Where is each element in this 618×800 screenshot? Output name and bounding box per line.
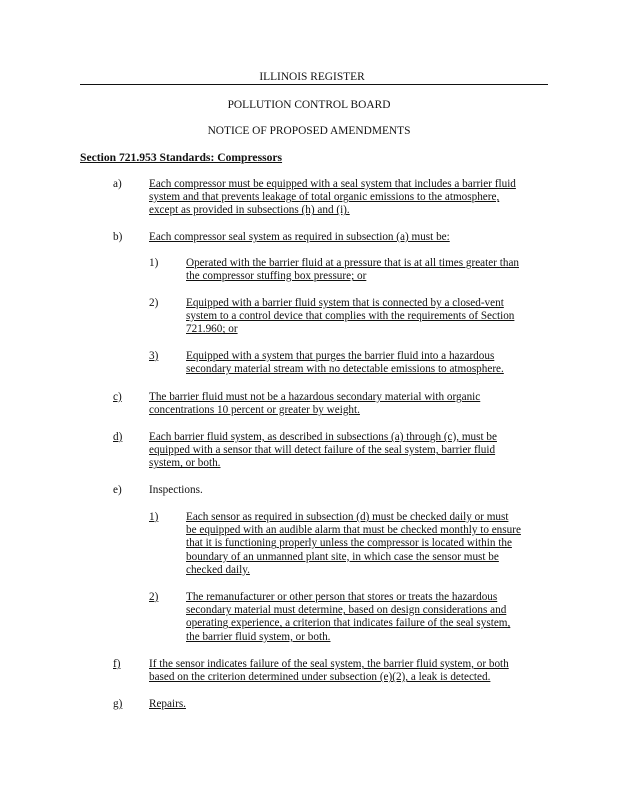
item-b2-text — [186, 297, 548, 337]
item-d-label: d) — [113, 431, 123, 443]
item-e1-label: 1) — [149, 511, 159, 523]
item-b2-line-2: system to a control device that complies with the requirements of Section — [186, 310, 515, 323]
item-c-text — [149, 391, 549, 417]
item-a-text — [149, 178, 549, 218]
item-b3-line-1: Equipped with a system that purges the barrier fluid into a hazardous — [186, 350, 495, 362]
item-b-text — [149, 231, 549, 244]
item-g-line-1: Repairs. — [149, 698, 186, 710]
item-f-line-2: based on the criterion determined under subsection (e)(2), a leak is detected. — [149, 671, 491, 684]
item-c-label: c) — [113, 391, 122, 403]
item-a-line-2: system and that prevents leakage of total organic emissions to the atmosphere, — [149, 191, 500, 204]
item-b-line-1: Each compressor seal system as required in subsection (a) must be: — [149, 231, 450, 243]
item-b1-line-2: the compressor stuffing box pressure; or — [186, 270, 367, 283]
item-e2-line-4: the barrier fluid system, or both. — [186, 630, 331, 643]
item-b1-text — [186, 257, 548, 283]
board-heading: POLLUTION CONTROL BOARD — [227, 99, 391, 111]
item-d-line-2: equipped with a sensor that will detect failure of the seal system, barrier fluid — [149, 444, 496, 457]
item-d-text — [149, 431, 549, 471]
item-b1-label: 1) — [149, 257, 159, 269]
item-e1-line-5: checked daily. — [186, 563, 250, 576]
item-e-text — [149, 484, 549, 497]
item-b-label: b) — [113, 231, 123, 243]
item-b2-label: 2) — [149, 297, 159, 309]
item-e2-text — [186, 591, 548, 644]
item-e-line-1: Inspections. — [149, 484, 203, 496]
item-d-line-3: system, or both. — [149, 457, 221, 470]
item-a-label: a) — [113, 178, 122, 190]
item-a-line-1: Each compressor must be equipped with a seal system that includes a barrier fluid — [149, 178, 516, 190]
item-b2-line-1: Equipped with a barrier fluid system that is connected by a closed-vent — [186, 297, 504, 309]
item-e1-line-4: boundary of an unmanned plant site, in which case the sensor must be — [186, 550, 499, 563]
item-a-line-3: except as provided in subsections (h) and (i). — [149, 204, 350, 217]
item-e-label: e) — [113, 484, 122, 496]
item-g-label: g) — [113, 698, 123, 710]
item-b2-line-3: 721.960; or — [186, 323, 238, 336]
item-e2-line-1: The remanufacturer or other person that stores or treats the hazardous — [186, 591, 498, 603]
notice-heading: NOTICE OF PROPOSED AMENDMENTS — [207, 125, 411, 137]
item-e1-line-3: that it is functioning properly unless the compressor is located within the — [186, 537, 512, 550]
item-b3-line-2: secondary material stream with no detectable emissions to atmosphere. — [186, 363, 504, 376]
item-d-line-1: Each barrier fluid system, as described in subsections (a) through (c), must be — [149, 431, 497, 443]
item-e2-label: 2) — [149, 591, 159, 603]
item-b3-label: 3) — [149, 350, 159, 362]
register-heading: ILLINOIS REGISTER — [259, 71, 365, 83]
item-c-line-2: concentrations 10 percent or greater by weight. — [149, 404, 360, 417]
item-f-label: f) — [113, 658, 121, 670]
item-e2-line-3: operating experience, a criterion that indicates failure of the seal system, — [186, 617, 511, 630]
item-b1-line-1: Operated with the barrier fluid at a pressure that is at all times greater than — [186, 257, 520, 269]
item-e2-line-2: secondary material must determine, based on design considerations and — [186, 604, 507, 617]
item-f-line-1: If the sensor indicates failure of the seal system, the barrier fluid system, or both — [149, 658, 509, 670]
section-title: Section 721.953 Standards: Compressors — [80, 151, 283, 164]
item-g-text — [149, 698, 549, 711]
item-f-text — [149, 658, 549, 684]
item-e1-line-1: Each sensor as required in subsection (d) must be checked daily or must — [186, 511, 509, 523]
item-c-line-1: The barrier fluid must not be a hazardous secondary material with organic — [149, 391, 481, 403]
item-e1-line-2: be equipped with an audible alarm that must be checked monthly to ensure — [186, 524, 521, 537]
item-e1-text — [186, 511, 548, 577]
item-b3-text — [186, 350, 548, 376]
